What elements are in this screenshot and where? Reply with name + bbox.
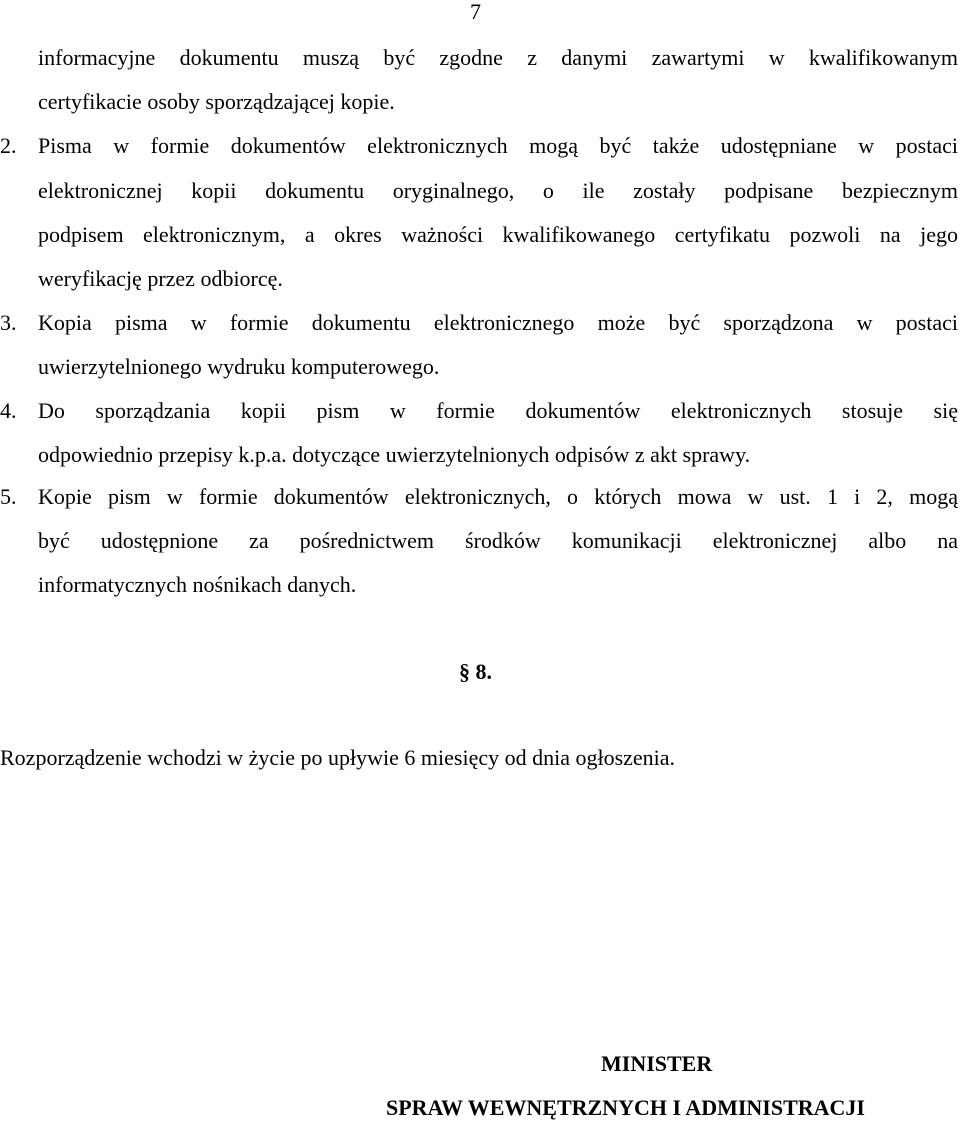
paragraph-line: weryfikację przez odbiorcę.: [38, 266, 283, 291]
signature-ministry: SPRAW WEWNĘTRZNYCH I ADMINISTRACJI: [386, 1095, 865, 1120]
section-sign: §: [459, 659, 470, 684]
paragraph-number: 3.: [0, 310, 17, 335]
paragraph-first-line: [0, 484, 958, 510]
paragraph-number: 2.: [0, 133, 17, 158]
paragraph-line: certyfikacie osoby sporządzającej kopie.: [38, 89, 395, 114]
paragraph-first-line: [0, 398, 958, 424]
paragraph-line: informacyjne dokumentu muszą być zgodne z danymi zawartymi w kwalifikowanym: [38, 45, 958, 70]
paragraph-line: informatycznych nośnikach danych.: [38, 572, 357, 597]
paragraph-line: Pisma w formie dokumentów elektronicznych mogą być także udostępniane w postaci: [38, 133, 958, 158]
paragraph-line: Kopia pisma w formie dokumentu elektronicznego może być sporządzona w postaci: [38, 310, 958, 335]
paragraph-first-line: [0, 310, 958, 336]
paragraph-line: być udostępnione za pośrednictwem środków komunikacji elektronicznej albo na: [38, 528, 958, 553]
section-heading: [459, 658, 492, 686]
paragraph-line: Kopie pism w formie dokumentów elektronicznych, o których mowa w ust. 1 i 2, mogą: [38, 484, 958, 509]
section-number: 8.: [475, 659, 492, 684]
paragraph-line: Do sporządzania kopii pism w formie dokumentów elektronicznych stosuje się: [38, 398, 958, 423]
paragraph-number: 5.: [0, 484, 17, 509]
paragraph-line: odpowiednio przepisy k.p.a. dotyczące uwierzytelnionych odpisów z akt sprawy.: [38, 442, 751, 467]
paragraph-line: podpisem elektronicznym, a okres ważności kwalifikowanego certyfikatu pozwoli na jego: [38, 222, 958, 247]
paragraph-line: elektronicznej kopii dokumentu oryginalnego, o ile zostały podpisane bezpiecznym: [38, 178, 958, 203]
page-number: 7: [470, 0, 481, 24]
paragraph-first-line: [0, 133, 958, 159]
closing-statement: Rozporządzenie wchodzi w życie po upływie 6 miesięcy od dnia ogłoszenia.: [0, 745, 676, 770]
paragraph-number: 4.: [0, 398, 17, 423]
signature-title: MINISTER: [601, 1051, 713, 1076]
paragraph-line: uwierzytelnionego wydruku komputerowego.: [38, 354, 440, 379]
